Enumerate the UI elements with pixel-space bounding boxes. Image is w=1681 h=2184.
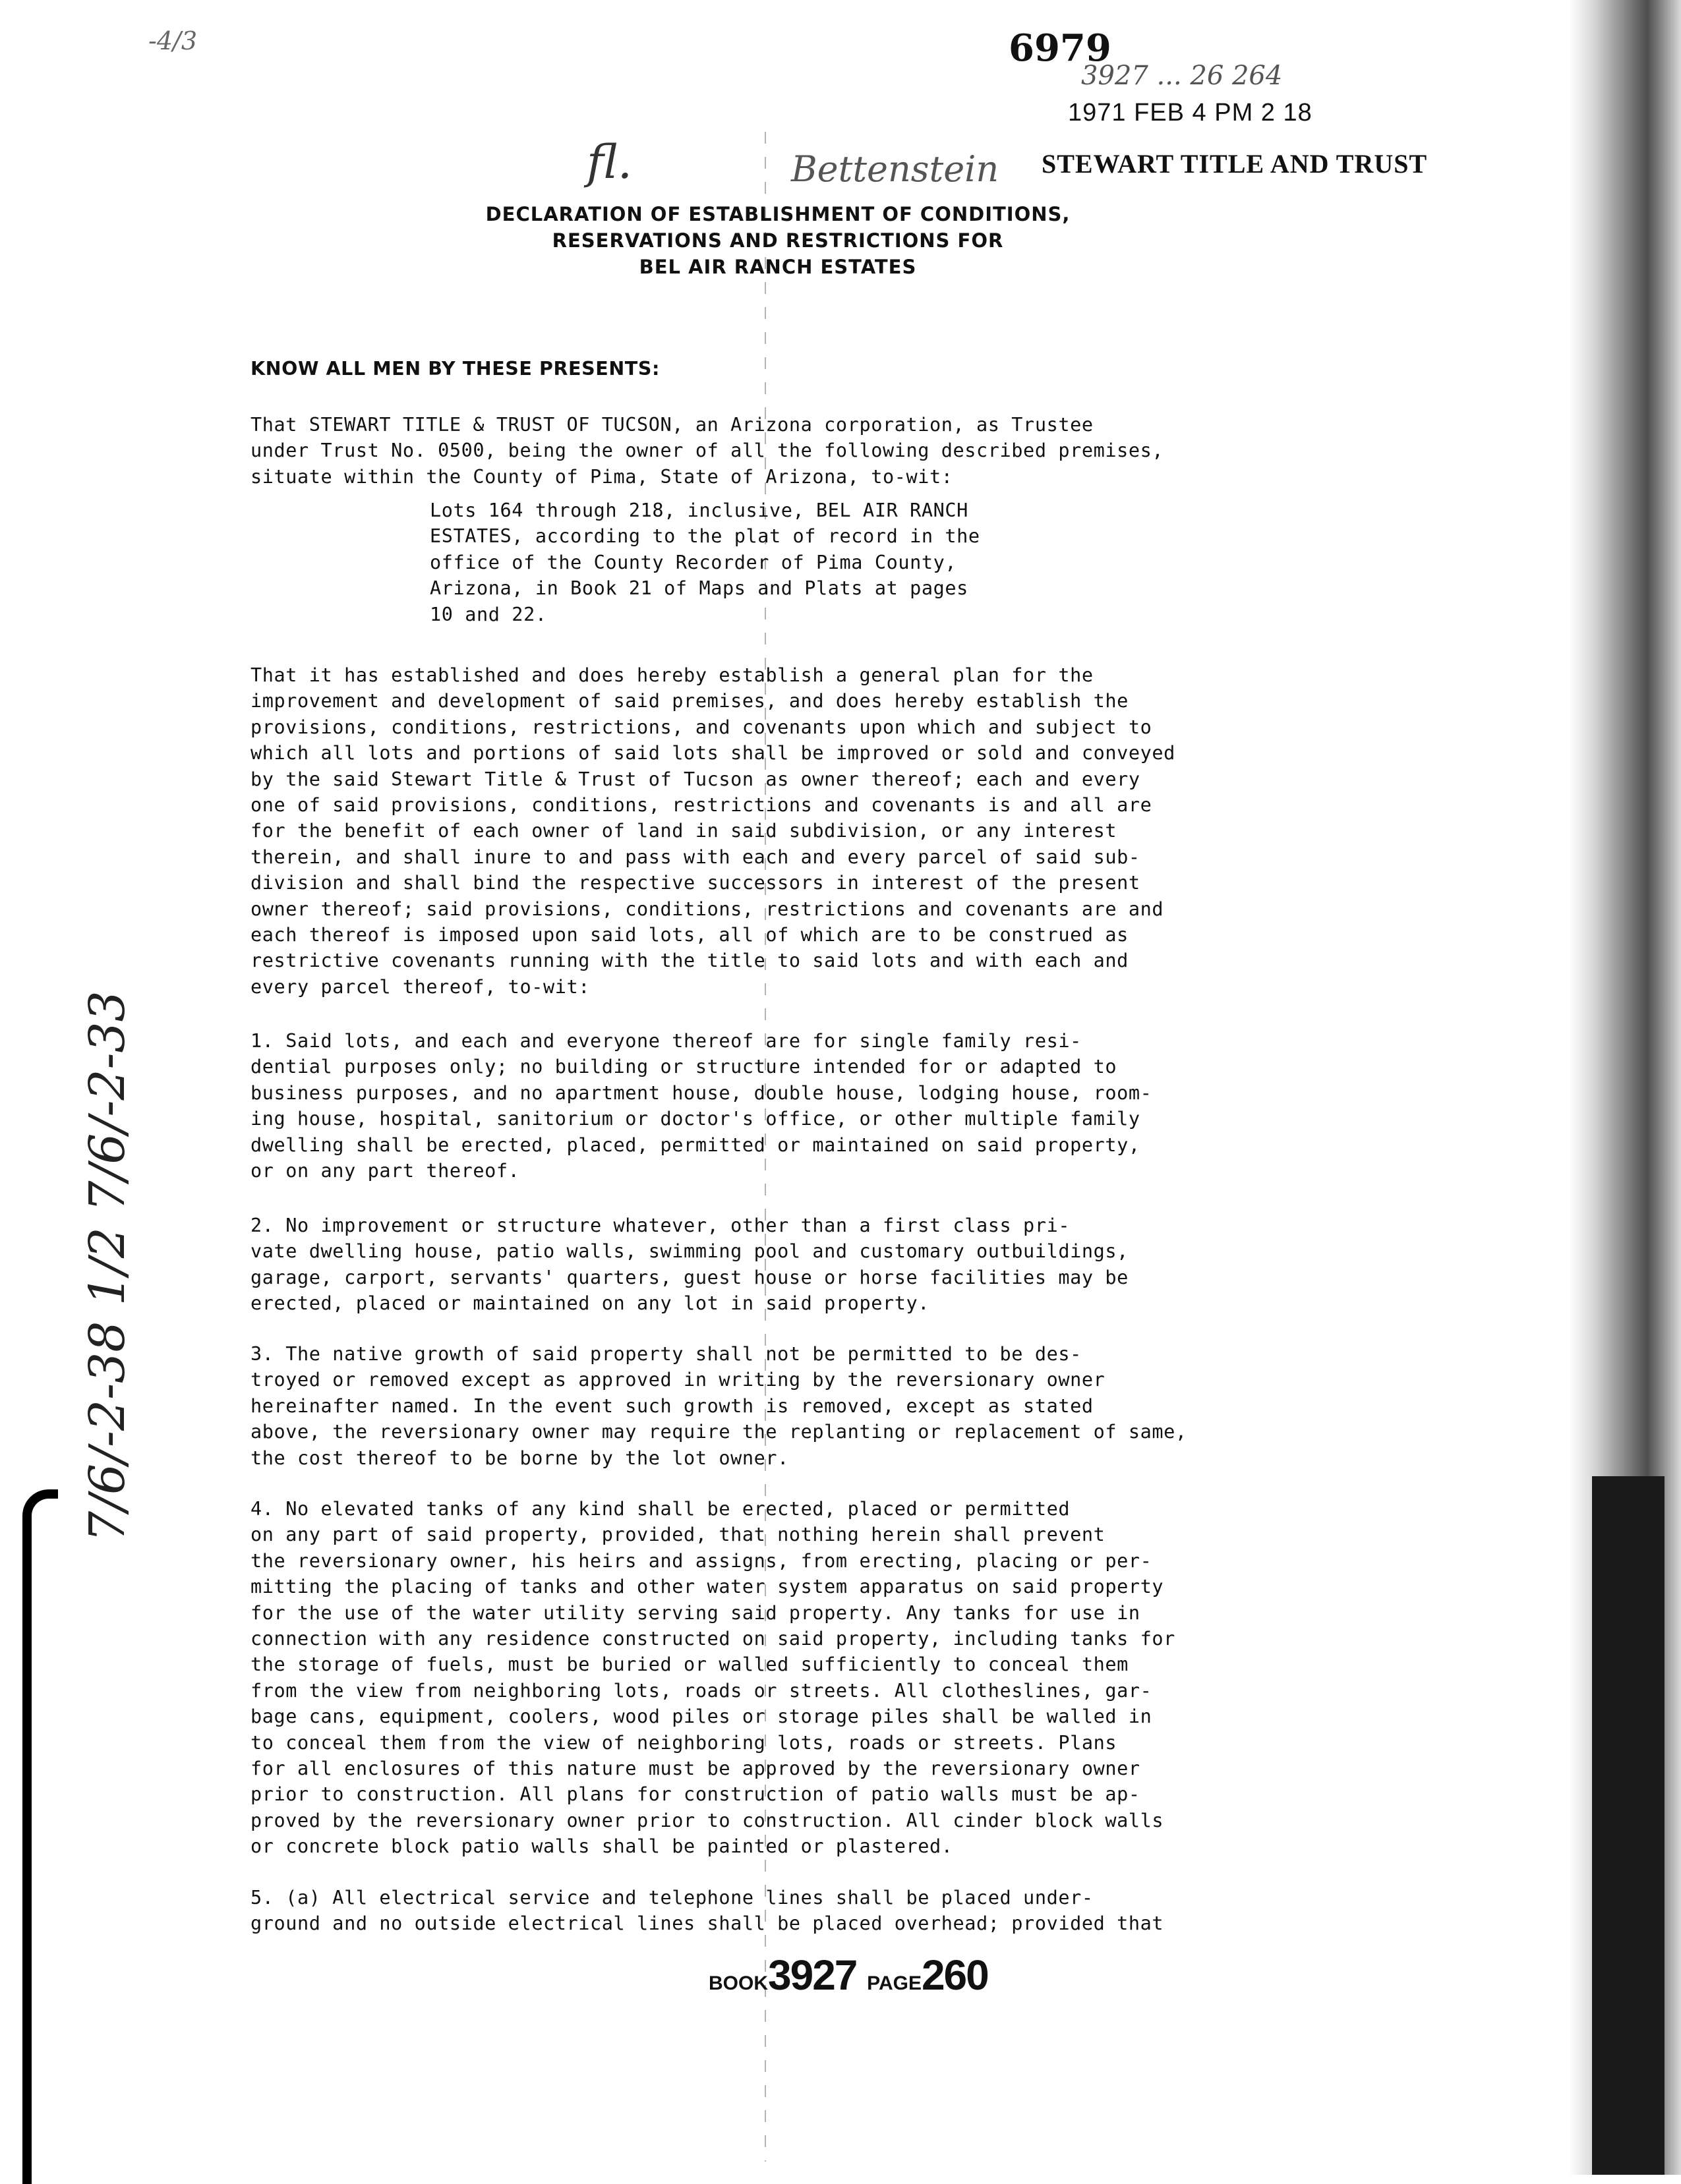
recording-date-stamp: 1971 FEB 4 PM 2 18	[1068, 99, 1312, 127]
text-line: above, the reversionary owner may require the replanting or replacement of same,	[251, 1421, 1187, 1443]
text-line: restrictive covenants running with the title to said lots and with each and	[251, 950, 1129, 972]
text-line: every parcel thereof, to-wit:	[251, 975, 590, 998]
text-line: or on any part thereof.	[251, 1160, 520, 1182]
paragraph-general-plan	[251, 662, 1175, 1000]
text-line: proved by the reversionary owner prior to construction. All cinder block walls	[251, 1809, 1164, 1831]
text-line: from the view from neighboring lots, roads or streets. All clotheslines, gar-	[251, 1679, 1152, 1702]
text-line: which all lots and portions of said lots shall be improved or sold and conveyed	[251, 742, 1175, 764]
text-line: erected, placed or maintained on any lot in said property.	[251, 1292, 929, 1315]
text-line: for the benefit of each owner of land in said subdivision, or any interest	[251, 820, 1117, 842]
text-line: ESTATES, according to the plat of record in the	[430, 525, 980, 548]
text-line: 1. Said lots, and each and everyone thereof are for single family resi-	[251, 1030, 1082, 1052]
text-line: 5. (a) All electrical service and telephone lines shall be placed under-	[251, 1887, 1094, 1909]
text-line: the cost thereof to be borne by the lot owner.	[251, 1447, 789, 1469]
text-line: ing house, hospital, sanitorium or doctor's office, or other multiple family	[251, 1108, 1140, 1130]
book-label: BOOK	[709, 1972, 768, 1994]
text-line: each thereof is imposed upon said lots, all of which are to be construed as	[251, 924, 1129, 946]
book-number: 3927	[768, 1951, 857, 1999]
page-label: PAGE	[867, 1972, 922, 1994]
title-line-2: RESERVATIONS AND RESTRICTIONS FOR	[552, 229, 1004, 252]
text-line: office of the County Recorder of Pima County,	[430, 551, 957, 573]
paragraph-4	[251, 1496, 1175, 1860]
text-line: situate within the County of Pima, State of Arizona, to-wit:	[251, 465, 953, 488]
document-title	[396, 201, 1160, 280]
text-line: 10 and 22.	[430, 603, 547, 625]
scan-edge-shadow	[1592, 1476, 1665, 2175]
text-line: one of said provisions, conditions, restrictions and covenants is and all are	[251, 794, 1152, 817]
text-line: division and shall bind the respective successors in interest of the present	[251, 872, 1140, 894]
recorder-company-stamp: STEWART TITLE AND TRUST	[1042, 149, 1428, 179]
text-line: Arizona, in Book 21 of Maps and Plats at pages	[430, 577, 968, 600]
text-line: 3. The native growth of said property shall not be permitted to be des-	[251, 1343, 1082, 1365]
handwritten-fee-notation: 3927 ... 26 264	[1081, 61, 1283, 91]
text-line: That STEWART TITLE & TRUST OF TUCSON, an Arizona corporation, as Trustee	[251, 414, 1094, 436]
text-line: therein, and shall inure to and pass with each and every parcel of said sub-	[251, 846, 1140, 868]
text-line: provisions, conditions, restrictions, and covenants upon which and subject to	[251, 716, 1152, 738]
text-line: for the use of the water utility serving said property. Any tanks for use in	[251, 1601, 1140, 1624]
text-line: improvement and development of said premises, and does hereby establish the	[251, 690, 1129, 712]
handwritten-initial-mark: fl.	[587, 135, 632, 189]
text-line: on any part of said property, provided, that nothing herein shall prevent	[251, 1524, 1106, 1546]
book-page-stamp	[709, 1951, 988, 1999]
text-line: business purposes, and no apartment house, double house, lodging house, room-	[251, 1081, 1152, 1104]
paragraph-2	[251, 1213, 1129, 1317]
handwritten-signature: Bettenstein	[791, 148, 999, 190]
paragraph-1	[251, 1028, 1152, 1184]
text-line: or concrete block patio walls shall be painted or plastered.	[251, 1835, 953, 1858]
legal-description	[430, 498, 980, 627]
text-line: vate dwelling house, patio walls, swimming pool and customary outbuildings,	[251, 1240, 1129, 1263]
text-line: troyed or removed except as approved in writing by the reversionary owner	[251, 1369, 1106, 1391]
text-line: 2. No improvement or structure whatever, other than a first class pri-	[251, 1215, 1071, 1236]
text-line: for all enclosures of this nature must be approved by the reversionary owner	[251, 1758, 1140, 1780]
paragraph-3	[251, 1341, 1187, 1471]
scan-edge-left-bracket	[22, 1489, 58, 2184]
text-line: garage, carport, servants' quarters, guest house or horse facilities may be	[251, 1266, 1129, 1288]
salutation: KNOW ALL MEN BY THESE PRESENTS:	[251, 358, 660, 380]
title-line-3: BEL AIR RANCH ESTATES	[639, 256, 917, 278]
title-line-1: DECLARATION OF ESTABLISHMENT OF CONDITIONS,	[485, 203, 1071, 225]
handwritten-margin-note: 7/6/-2-38 1/2 7/6/-2-33	[79, 991, 136, 1542]
text-line: hereinafter named. In the event such growth is removed, except as stated	[251, 1394, 1094, 1417]
paragraph-5	[251, 1885, 1164, 1937]
text-line: mitting the placing of tanks and other water system apparatus on said property	[251, 1576, 1164, 1598]
paragraph-intro	[251, 412, 1164, 490]
text-line: owner thereof; said provisions, conditions, restrictions and covenants are and	[251, 898, 1164, 920]
text-line: 4. No elevated tanks of any kind shall be erected, placed or permitted	[251, 1498, 1071, 1520]
text-line: the storage of fuels, must be buried or walled sufficiently to conceal them	[251, 1653, 1129, 1676]
text-line: ground and no outside electrical lines shall be placed overhead; provided that	[251, 1912, 1164, 1935]
text-line: Lots 164 through 218, inclusive, BEL AIR RANCH	[430, 500, 968, 521]
text-line: dential purposes only; no building or structure intended for or adapted to	[251, 1056, 1117, 1078]
text-line: bage cans, equipment, coolers, wood piles or storage piles shall be walled in	[251, 1706, 1152, 1728]
text-line: under Trust No. 0500, being the owner of all the following described premises,	[251, 440, 1164, 462]
text-line: to conceal them from the view of neighboring lots, roads or streets. Plans	[251, 1731, 1117, 1754]
document-number-stamp: 6979	[1009, 26, 1111, 70]
text-line: the reversionary owner, his heirs and assigns, from erecting, placing or per-	[251, 1549, 1152, 1572]
handwritten-mark-top-left: -4/3	[148, 26, 197, 55]
text-line: That it has established and does hereby establish a general plan for the	[251, 664, 1094, 686]
text-line: prior to construction. All plans for construction of patio walls must be ap-	[251, 1783, 1140, 1806]
text-line: connection with any residence constructed on said property, including tanks for	[251, 1628, 1175, 1650]
page-number: 260	[921, 1951, 988, 1999]
text-line: dwelling shall be erected, placed, permitted or maintained on said property,	[251, 1134, 1140, 1156]
text-line: by the said Stewart Title & Trust of Tucson as owner thereof; each and every	[251, 768, 1140, 790]
